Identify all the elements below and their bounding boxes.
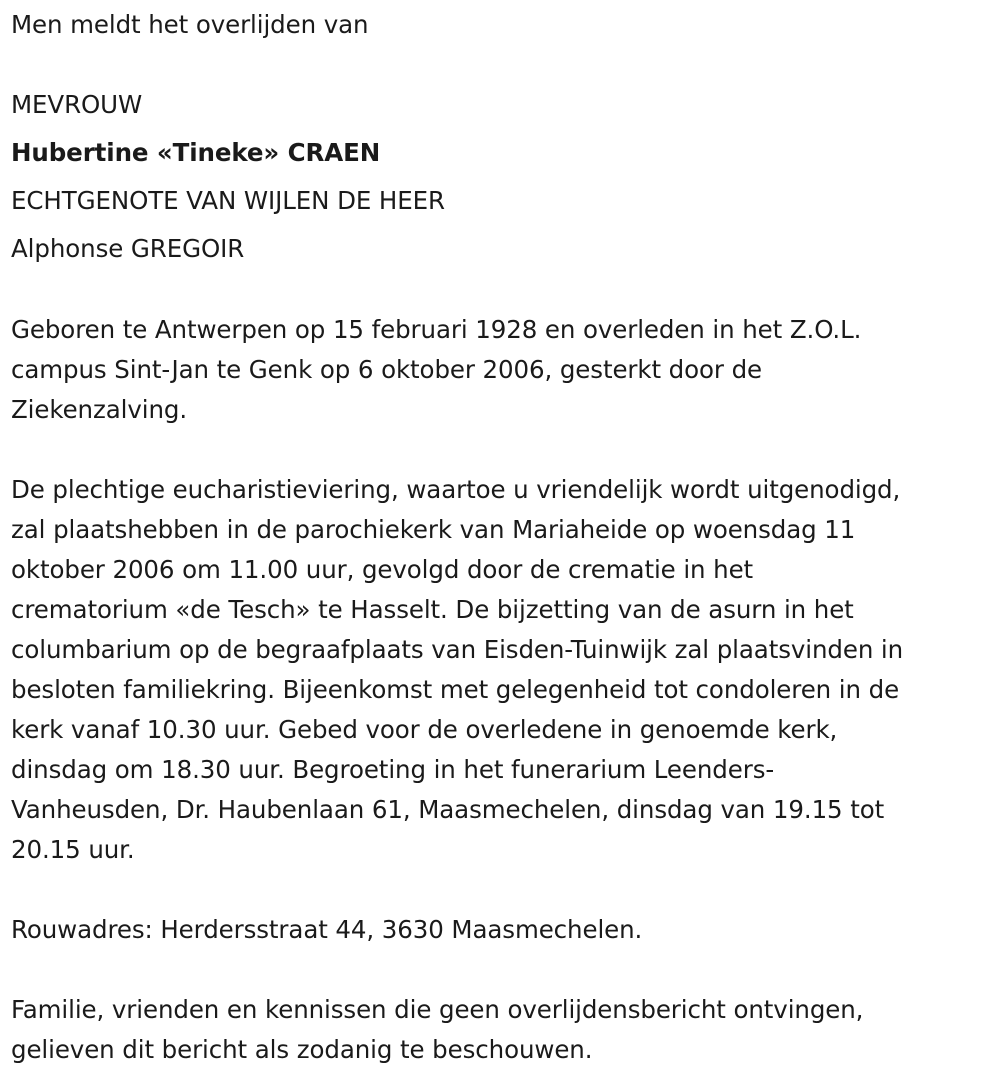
paragraph-line: Familie, vrienden en kennissen die geen overlijdensbericht ontvingen, <box>11 995 864 1024</box>
paragraph-line: besloten familiekring. Bijeenkomst met gelegenheid tot condoleren in de <box>11 675 900 704</box>
paragraph-line: zal plaatshebben in de parochiekerk van Mariaheide op woensdag 11 <box>11 515 856 544</box>
birth-death-paragraph <box>11 310 996 430</box>
paragraph-line: 20.15 uur. <box>11 835 135 864</box>
deceased-name: Hubertine «Tineke» CRAEN <box>11 138 381 167</box>
paragraph-line: campus Sint-Jan te Genk op 6 oktober 2006, gesterkt door de <box>11 355 762 384</box>
ceremony-paragraph <box>11 470 996 870</box>
relation-text: ECHTGENOTE VAN WIJLEN DE HEER <box>11 186 445 215</box>
paragraph-line: crematorium «de Tesch» te Hasselt. De bijzetting van de asurn in het <box>11 595 854 624</box>
address-text: Rouwadres: Herdersstraat 44, 3630 Maasmechelen. <box>11 915 643 944</box>
paragraph-line: Geboren te Antwerpen op 15 februari 1928 en overleden in het Z.O.L. <box>11 315 862 344</box>
paragraph-line: kerk vanaf 10.30 uur. Gebed voor de overledene in genoemde kerk, <box>11 715 838 744</box>
closing-paragraph <box>11 990 996 1070</box>
paragraph-line: Ziekenzalving. <box>11 395 188 424</box>
paragraph-line: Vanheusden, Dr. Haubenlaan 61, Maasmechelen, dinsdag van 19.15 tot <box>11 795 885 824</box>
paragraph-line: oktober 2006 om 11.00 uur, gevolgd door de crematie in het <box>11 555 754 584</box>
title-text: MEVROUW <box>11 90 143 119</box>
paragraph-line: dinsdag om 18.30 uur. Begroeting in het funerarium Leenders- <box>11 755 775 784</box>
paragraph-line: De plechtige eucharistieviering, waartoe u vriendelijk wordt uitgenodigd, <box>11 475 901 504</box>
spouse-name: Alphonse GREGOIR <box>11 234 245 263</box>
intro-text: Men meldt het overlijden van <box>11 10 369 39</box>
paragraph-line: columbarium op de begraafplaats van Eisden-Tuinwijk zal plaatsvinden in <box>11 635 904 664</box>
paragraph-line: gelieven dit bericht als zodanig te beschouwen. <box>11 1035 593 1064</box>
